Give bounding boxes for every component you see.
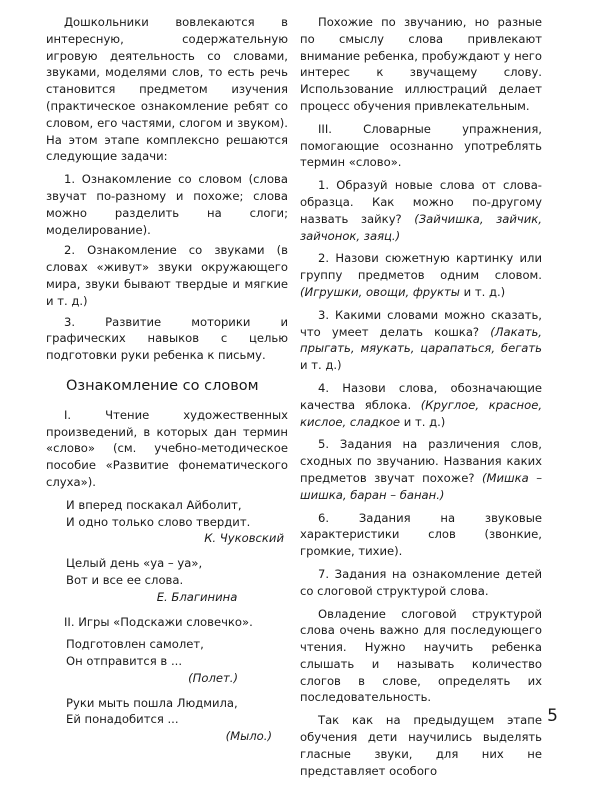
game-item: II. Игры «Подскажи словечко». (64, 614, 253, 629)
body-paragraph: Так как на предыдущем этапе обучения дети научились выделять гласные звуки, для них не представляет особого (300, 713, 542, 778)
riddle-line: Руки мыть пошла Людмила, (66, 695, 238, 710)
reading-item: I. Чтение художественных произведений, в которых дан термин «слово» (см. учебно-методическое пособие «Развитие фонематического слуха»). (46, 407, 288, 489)
exercise-examples: (Игрушки, овощи, фрукты (300, 284, 460, 299)
poem-author: К. Чуковский (204, 531, 284, 546)
exercise-examples: (Лакать, прыгать, мяукать, царапаться, бегать (300, 324, 542, 356)
intro-paragraph: Дошкольники вовлекаются в интересную, содержательную игровую деятельность со словами, звуками, моделями слов, то есть речь становится предметом изучения (практическое ознакомление ребят со словом, его частями, слогом и звуком). На этом этапе комплексно решаются следующие задачи: (46, 15, 288, 164)
riddle-soap (66, 695, 288, 745)
poem-chukovsky (66, 497, 288, 547)
exercise-item: 7. Задания на ознакомление детей со слоговой структурой слова. (300, 566, 542, 598)
exercise-item: 6. Задания на звуковые характеристики слов (звонкие, громкие, тихие). (300, 510, 542, 559)
right-column (300, 14, 542, 785)
intro-paragraph: Похожие по звучанию, но разные по смыслу слова привлекают внимание ребенка, пробуждают у него интерес к звучащему слову. Использование иллюстраций делает процесс обучения привлекательным. (300, 15, 542, 113)
exercise-text: 5. Задания на различения слов, сходных по звучанию. Названия каких предметов звучат похоже? (300, 437, 542, 485)
exercise-tail: и т. д.) (400, 414, 446, 429)
exercise-item (300, 380, 542, 430)
exercise-text: 3. Какими словами можно сказать, что умеет делать кошка? (300, 307, 542, 339)
exercise-item (300, 177, 542, 244)
task-item: 2. Ознакомление со звуками (в словах «живут» звуки окружающего мира, звуки бывают твердые и мягкие и т. д.) (46, 243, 288, 308)
poem-line: И вперед поскакал Айболит, (66, 497, 242, 512)
exercise-item (300, 436, 542, 503)
section-heading: Ознакомление со словом (66, 377, 259, 394)
exercise-item (300, 250, 542, 300)
riddle-answer: (Мыло.) (225, 729, 272, 744)
poem-line: Вот и все ее слова. (66, 572, 184, 587)
task-item: 3. Развитие моторики и графических навыков с целью подготовки руки ребенка к письму. (46, 314, 288, 363)
poem-author: Е. Благинина (156, 589, 238, 604)
riddle-plane (66, 636, 288, 686)
riddle-line: Ей понадобится ... (66, 712, 179, 727)
exercise-tail: и т. д.) (300, 358, 342, 373)
riddle-answer: (Полет.) (188, 670, 238, 685)
poem-line: И одно только слово твердит. (66, 514, 251, 529)
exercise-text: 4. Назови слова, обозначающие качества яблока. (300, 380, 542, 412)
exercise-examples: (Круглое, красное, кислое, сладкое (300, 397, 543, 429)
exercise-tail: и т. д.) (459, 284, 506, 299)
exercise-text: 1. Образуй новые слова от слова-образца. Как можно по-другому назвать зайку? (300, 178, 542, 226)
exercise-text: 2. Назови сюжетную картинку или группу предметов одним словом. (300, 251, 542, 283)
left-column (46, 14, 288, 753)
poem-blaginina (66, 555, 288, 605)
poem-line: Целый день «уа – уа», (66, 556, 203, 571)
body-paragraph: Овладение слоговой структурой слова очень важно для последующего чтения. Нужно научить ребенка слышать и называть количество слогов в слове, определять их последовательность. (300, 606, 542, 705)
riddle-line: Подготовлен самолет, (66, 637, 204, 652)
riddle-line: Он отправится в ... (66, 654, 183, 669)
exercise-examples: (Мишка – шишка, баран – банан.) (300, 470, 543, 502)
exercise-examples: (Зайчишка, зайчик, зайчонок, заяц.) (300, 211, 542, 243)
task-item: 1. Ознакомление со словом (слова звучат по-разному и похоже; слова можно разделить на слоги; моделирование). (46, 172, 288, 237)
page-number: 5 (547, 706, 558, 726)
exercise-heading: III. Словарные упражнения, помогающие осознанно употреблять термин «слово». (300, 121, 542, 170)
exercise-item (300, 307, 542, 374)
